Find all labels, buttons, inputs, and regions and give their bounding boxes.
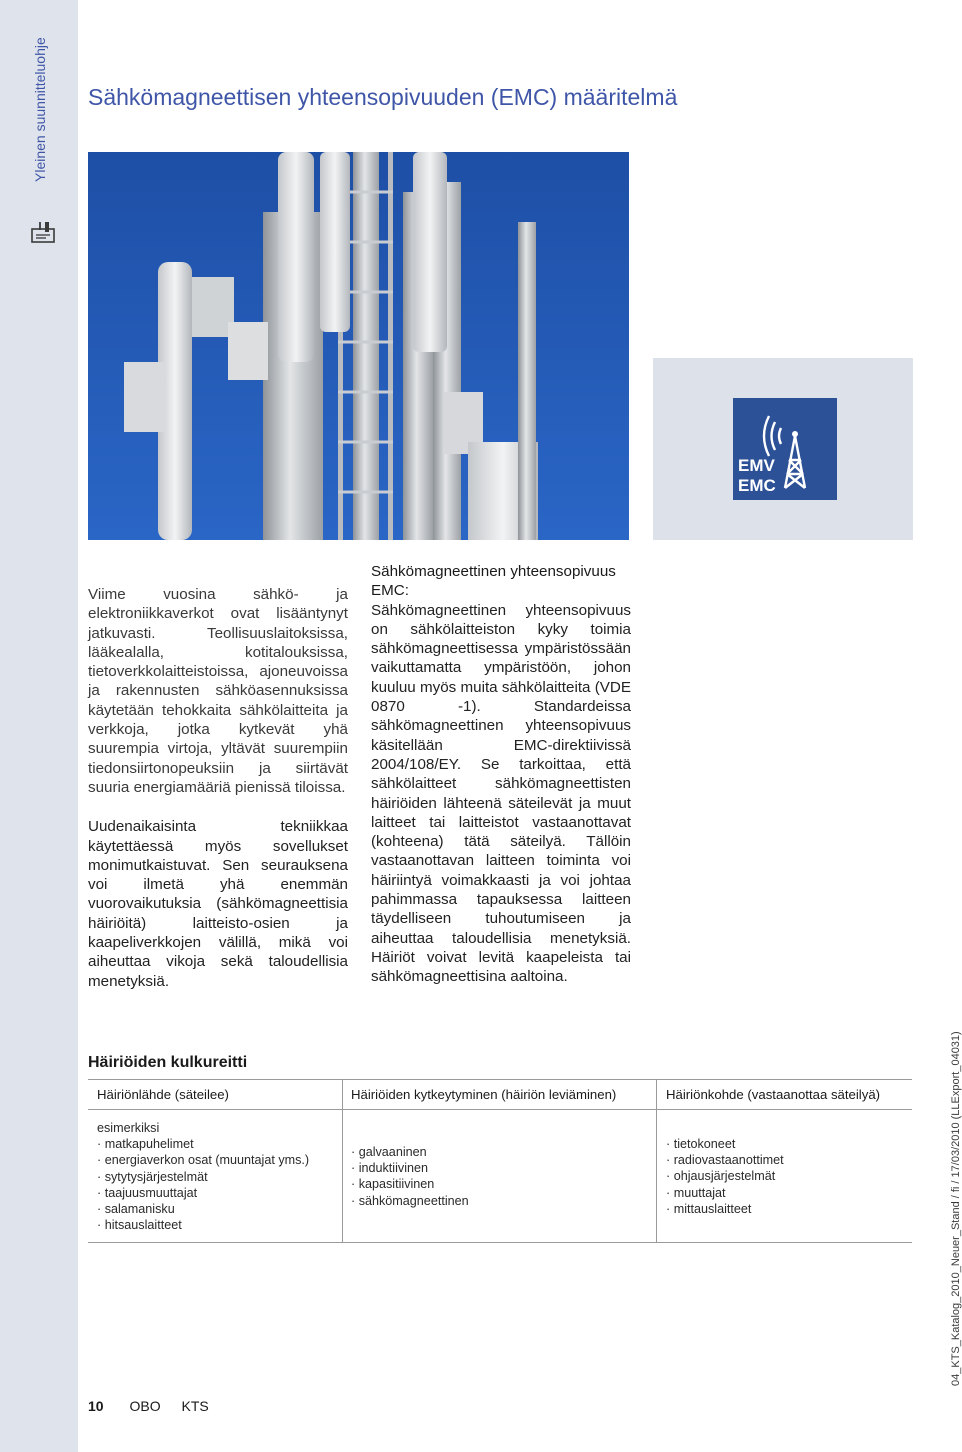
list-item: · galvaaninen <box>351 1144 469 1160</box>
table-title: Häiriöiden kulkureitti <box>88 1054 248 1071</box>
target-list <box>666 1136 784 1217</box>
list-item: · salamanisku <box>97 1201 309 1217</box>
left-text-column <box>88 585 348 991</box>
interference-path-table <box>88 1079 912 1243</box>
page-footer <box>88 1398 209 1414</box>
tools-icon <box>28 218 58 248</box>
source-cell <box>97 1120 309 1233</box>
intro-paragraph: Viime vuosina sähkö- ja elektroniikkaverkot ovat lisääntynyt jatkuvasti. Teollisuuslaitoksissa, lääkealalla, kotitalouksissa, tietoverkkolaitteistoissa, ajoneuvoissa ja rakennusten sähköasennuksissa käytetään tehokkaita sähkölaitteita ja verkkoja, jotka kytkevät yhä suurempia virtoja, yltävät suurempiin tiedonsiirtonopeuksiin ja siirtävät suuria energiamääriä pienissä tiloissa. <box>88 586 348 796</box>
logo-line-emc: EMC <box>738 476 776 495</box>
middle-text-column <box>371 562 631 987</box>
coupling-cell <box>351 1144 469 1209</box>
list-item: · induktiivinen <box>351 1160 469 1176</box>
logo-text <box>738 456 776 496</box>
sidebar <box>0 0 78 1452</box>
document-code: 04_KTS_Katalog_2010_Neuer_Stand / fi / 17/03/2010 (LLExport_04031) <box>950 1031 962 1386</box>
emc-logo-panel <box>653 358 913 540</box>
list-item: · energiaverkon osat (muuntajat yms.) <box>97 1152 309 1168</box>
antenna-tower-photo <box>88 152 629 540</box>
source-list <box>97 1136 309 1233</box>
body-paragraph: Uudenaikaisinta tekniikkaa käytettäessä myös sovellukset monimutkaistuvat. Sen seurauksena voi ilmetä yhä enemmän vuorovaikutuksia (sähkömagneettisia häiriöitä) laitteisto-osien ja kaapeliverkkojen välillä, mikä voi aiheuttaa vikoja sekä taloudellisia menetyksiä. <box>88 818 348 990</box>
header-coupling: Häiriöiden kytkeytyminen (häiriön leviäminen) <box>351 1087 617 1102</box>
sidebar-label: Yleinen suunnitteluohje <box>32 37 48 182</box>
coupling-list <box>351 1144 469 1209</box>
list-item: · sytytysjärjestelmät <box>97 1169 309 1185</box>
list-item: · matkapuhelimet <box>97 1136 309 1152</box>
list-item: · taajuusmuuttajat <box>97 1185 309 1201</box>
list-item: · mittauslaitteet <box>666 1201 784 1217</box>
header-source: Häiriönlähde (säteilee) <box>97 1087 229 1102</box>
page-number: 10 <box>88 1398 104 1414</box>
column-divider <box>656 1079 657 1243</box>
list-item: · muuttajat <box>666 1185 784 1201</box>
table-header-rule <box>88 1109 912 1110</box>
source-intro: esimerkiksi <box>97 1121 160 1135</box>
table-bottom-rule <box>88 1242 912 1243</box>
brand-kts: KTS <box>181 1398 209 1414</box>
list-item: · tietokoneet <box>666 1136 784 1152</box>
logo-line-emv: EMV <box>738 456 775 475</box>
list-item: · sähkömagneettinen <box>351 1193 469 1209</box>
target-cell <box>666 1136 784 1217</box>
brand-obo: OBO <box>129 1398 161 1414</box>
table-top-rule <box>88 1079 912 1080</box>
header-target: Häiriönkohde (vastaanottaa säteilyä) <box>666 1087 881 1102</box>
column-divider <box>342 1079 343 1243</box>
emc-definition: Sähkömagneettinen yhteensopivuus on sähkölaitteiston kyky toimia sähkömagneettisessa ympäristössään vaikuttamatta ympäristöön, johon kuuluu myös muita sähkölaitteita (VDE 0870 -1). Standardeissa sähkömagneettinen yhteensopivuus käsitellään EMC-direktiivissä 2004/108/EY. Se tarkoittaa, että sähkölaitteet sähkömagneettisten häiriöiden lähteenä säteilevät ja muut laitteet tai laitteistot vastaanottavat (kohteena) tätä säteilyä. Tällöin vastaanottavan laitteen toiminta voi häiriintyä voimakkaasti ja voi johtaa pahimmassa tapauksessa laitteen täydelliseen tuhoutumiseen ja aiheuttaa taloudellisia menetyksiä. Häiriöt voivat levitä kaapeleista tai sähkömagneettisina aaltoina. <box>371 601 631 986</box>
page-title: Sähkömagneettisen yhteensopivuuden (EMC) määritelmä <box>88 84 678 110</box>
emc-heading: Sähkömagneettinen yhteensopivuus EMC: <box>371 563 616 600</box>
list-item: · kapasitiivinen <box>351 1176 469 1192</box>
list-item: · ohjausjärjestelmät <box>666 1168 784 1184</box>
list-item: · radiovastaanottimet <box>666 1152 784 1168</box>
list-item: · hitsauslaitteet <box>97 1217 309 1233</box>
emc-logo <box>733 398 837 500</box>
